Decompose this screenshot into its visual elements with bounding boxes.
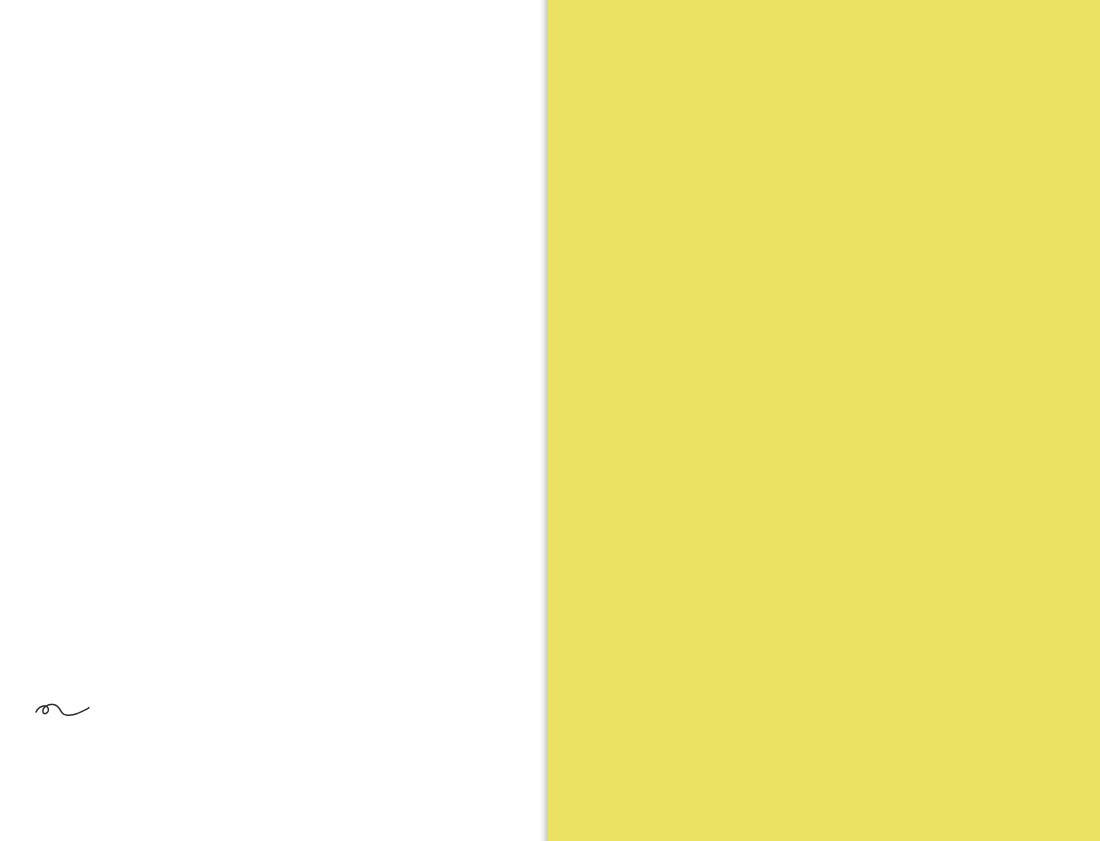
flourish-squiggle-icon [33, 697, 91, 723]
text-columns [31, 36, 513, 756]
page-gutter-shadow [539, 0, 548, 841]
footnote-block [31, 697, 257, 728]
column-two [286, 36, 512, 756]
column-one [31, 36, 257, 756]
left-page [0, 0, 548, 841]
right-page [548, 0, 1100, 841]
